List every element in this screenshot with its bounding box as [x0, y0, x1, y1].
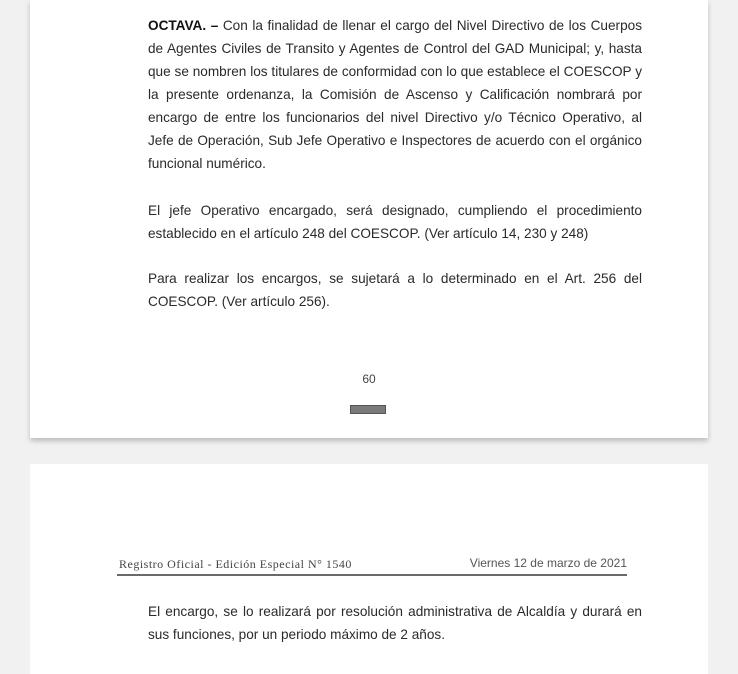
header-rule — [117, 574, 627, 576]
paragraph-lead: OCTAVA. – — [148, 18, 219, 33]
page-stamp-mark — [350, 405, 386, 414]
gazette-header — [117, 555, 627, 575]
paragraph-encargo-duracion: El encargo, se lo realizará por resolución administrativa de Alcaldía y durará en sus funciones, por un periodo máximo de 2 años. — [148, 604, 642, 642]
paragraph-octava — [148, 14, 642, 175]
paragraph-encargos: Para realizar los encargos, se sujetará a lo determinado en el Art. 256 del COESCOP. (Ver artículo 256). — [148, 271, 642, 309]
publication-title: Registro Oficial - Edición Especial N° 1540 — [119, 557, 352, 571]
document-page-2 — [30, 464, 708, 674]
page-number: 60 — [362, 372, 376, 386]
publication-date: Viernes 12 de marzo de 2021 — [469, 556, 627, 570]
document-page-1 — [30, 0, 708, 438]
paragraph-text: Con la finalidad de llenar el cargo del Nivel Directivo de los Cuerpos de Agentes Civiles de Transito y Agentes de Control del GAD Municipal; y, hasta que se nombren los titulares de conformidad con lo que establece el COESCOP y la presente ordenanza, la Comisión de Ascenso y Calificación nombrará por encargo de entre los funcionarios del nivel Directivo y/o Técnico Operativo, al Jefe de Operación, Sub Jefe Operativo e Inspectores de acuerdo con el orgánico funcional numérico. — [148, 18, 642, 171]
paragraph-jefe-operativo: El jefe Operativo encargado, será designado, cumpliendo el procedimiento establecido en el artículo 248 del COESCOP. (Ver artículo 14, 230 y 248) — [148, 203, 642, 241]
